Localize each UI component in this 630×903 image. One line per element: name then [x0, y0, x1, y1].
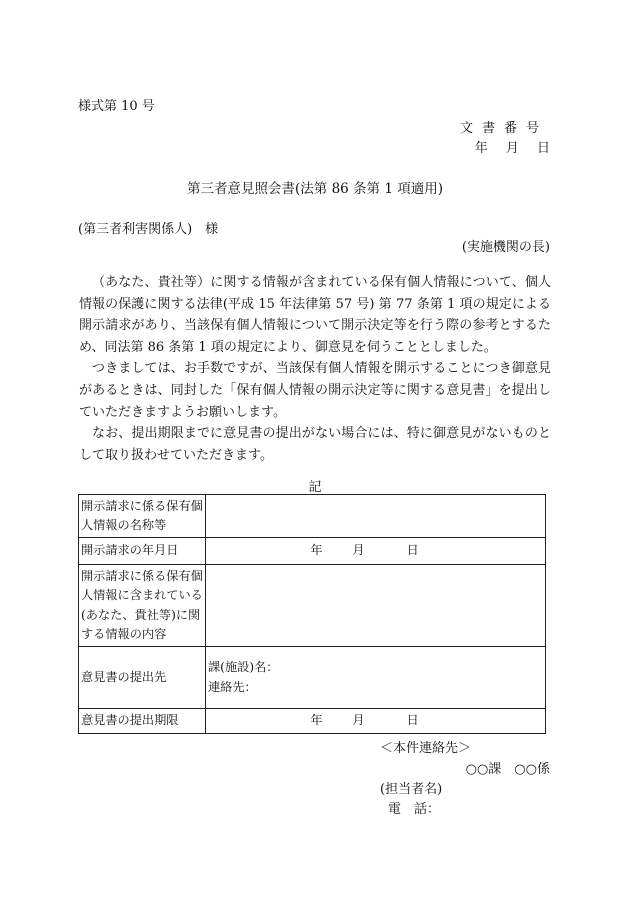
body-text: [79, 272, 551, 466]
contact-phone: 電 話：: [388, 802, 441, 817]
contact-field: 連絡先：: [208, 679, 257, 694]
body-paragraph-1: （あなた、貴社等）に関する情報が含まれている保有個人情報について、個人情報の保護に関する法律(平成 15 年法律第 57 号) 第 77 条第 1 項の規定による開示請求があり、当該保有個人情報について開示決定等を行う際の参考とするため、同法第 86 条第 1 項の規定により、御意見を伺うこととしました。: [79, 275, 551, 355]
table-row: [79, 538, 546, 565]
ki-heading: 記: [308, 480, 322, 495]
info-table: [78, 494, 546, 734]
month-label: 月: [352, 713, 365, 728]
month-label: 月: [352, 543, 365, 558]
request-info-name-value: [206, 495, 546, 538]
body-paragraph-3: なお、提出期限までに意見書の提出がない場合には、特に御意見がないものとして取り扱わせていただきます。: [79, 426, 551, 463]
department-field: 課(施設)名：: [208, 660, 279, 674]
submission-deadline-value: [206, 709, 546, 734]
year-label: 年: [310, 543, 323, 558]
request-date-value: [206, 538, 546, 565]
day-label: 日: [406, 713, 419, 728]
table-row: [79, 647, 546, 709]
request-date-label: 開示請求の年月日: [79, 538, 206, 565]
submission-destination-value: [206, 647, 546, 709]
submission-deadline-label: 意見書の提出期限: [79, 709, 206, 734]
table-row: [79, 565, 546, 647]
submission-destination-label: 意見書の提出先: [79, 647, 206, 709]
contact-person: (担当者名): [380, 782, 443, 797]
request-info-name-label: 開示請求に係る保有個人情報の名称等: [79, 495, 206, 538]
body-paragraph-2: つきましては、お手数ですが、当該保有個人情報を開示することにつき御意見があるときは、同封した「保有個人情報の開示決定等に関する意見書」を提出していただきますようお願いします。: [79, 361, 551, 420]
addressee: (第三者利害関係人) 様: [78, 222, 219, 237]
table-row: [79, 709, 546, 734]
contact-department: ○○課 ○○係: [465, 762, 550, 777]
info-content-label: 開示請求に係る保有個人情報に含まれている(あなた、貴社等)に関する情報の内容: [79, 565, 206, 647]
day-label: 日: [406, 543, 419, 558]
table-row: [79, 495, 546, 538]
document-number-label: 文書番号: [459, 121, 548, 136]
sender: (実施機関の長): [461, 240, 550, 255]
document-title: 第三者意見照会書(法第 86 条第 1 項適用): [187, 181, 443, 197]
contact-heading: ＜本件連絡先＞: [380, 741, 472, 756]
form-number: 様式第 10 号: [78, 99, 155, 114]
info-content-value: [206, 565, 546, 647]
year-label: 年: [310, 713, 323, 728]
date-label: 年 月 日: [474, 141, 550, 156]
